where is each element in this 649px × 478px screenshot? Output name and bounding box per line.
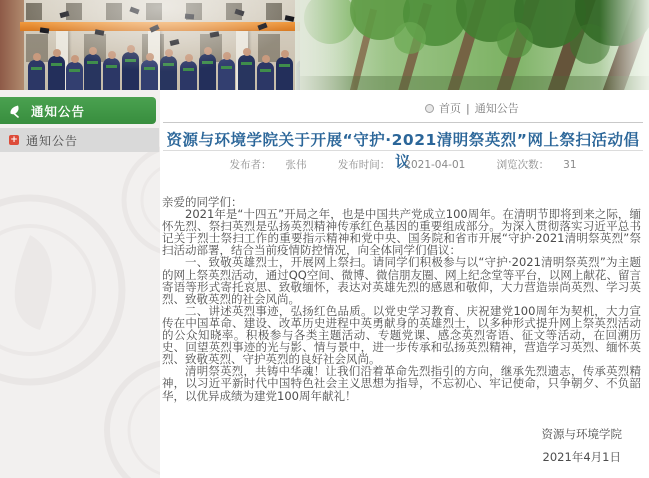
article-meta	[163, 157, 643, 172]
divider	[163, 150, 643, 151]
banner-blend-overlay	[295, 0, 355, 90]
graduation-photo	[0, 0, 335, 90]
breadcrumb-current-link[interactable]: 通知公告	[474, 102, 519, 115]
article-title: 资源与环境学院关于开展“守护·2021清明祭英烈”网上祭扫活动倡议	[166, 131, 640, 171]
banner	[0, 0, 649, 90]
leaf-icon	[9, 104, 24, 118]
paragraph: 一、致敬英雄烈士，开展网上祭扫。请同学们积极参与以“守护·2021清明祭英烈”为主题的网上祭英烈活动，通过QQ空间、微博、微信朋友圈、网上纪念堂等平台，以网上献花、留言寄语等形式寄托哀思、致敬缅怀，表达对英雄先烈的感恩和敬仰，大力营造崇尚英烈、学习英烈、致敬英烈的社会风尚。	[162, 255, 641, 306]
breadcrumb	[425, 100, 519, 116]
paragraph-salutation: 亲爱的同学们：	[162, 195, 243, 209]
divider	[163, 122, 643, 123]
paragraph: 2021年是“十四五”开局之年，也是中国共产党成立100周年。在清明节即将到来之际，缅怀先烈、祭扫英烈是弘扬英烈精神传承红色基因的重要组成部分。为深入贯彻落实习近平总书记关于烈士祭扫工作的重要指示精神和党中央、国务院和省市开展“守护·2021清明祭英烈”祭扫活动部署，结合当前疫情防控情况，向全体同学们倡议：	[162, 207, 641, 258]
sidebar-header-label: 通知公告	[31, 103, 86, 119]
sidebar-item-label: 通知公告	[26, 133, 79, 148]
meta-view-count: 浏览次数： 31	[496, 159, 577, 171]
breadcrumb-separator: |	[466, 101, 470, 115]
content-panel	[160, 90, 649, 478]
paragraph: 二、讲述英烈事迹，弘扬红色品质。以党史学习教育、庆祝建党100周年为契机，大力宣传在中国革命、建设、改革历史进程中英勇献身的英雄烈士，以多种形式提升网上祭英烈活动的公众知晓率。积极参与各类主题活动、专题党课、感念英烈寄语、征文等活动，在回溯历史、回望英烈事迹的光与影、情与景中，进一步传承和弘扬英烈精神，营造学习英烈、缅怀英烈、致敬英烈、守护英烈的良好社会风尚。	[162, 303, 641, 367]
meta-publisher: 发布者： 张伟	[229, 159, 307, 171]
sidebar-header-notice	[0, 97, 156, 124]
signature-org: 资源与环境学院	[541, 427, 622, 441]
article-signature	[542, 423, 623, 469]
paragraph: 清明祭英烈，共铸中华魂！让我们沿着革命先烈指引的方向，继承先烈遗志，传承英烈精神，以习近平新时代中国特色社会主义思想为指导，不忘初心、牢记使命，只争朝夕、不负韶华，以优异成绩为建党100周年献礼！	[162, 364, 641, 403]
breadcrumb-home-link[interactable]: 首页	[439, 102, 461, 115]
home-icon	[425, 104, 434, 113]
sidebar-item-notice[interactable]	[0, 128, 159, 152]
meta-publish-time: 发布时间： 2021-04-01	[337, 159, 466, 171]
plus-icon: +	[10, 135, 18, 145]
photo-haze-overlay	[0, 0, 335, 90]
signature-date: 2021年4月1日	[542, 450, 621, 464]
article-body	[162, 196, 641, 402]
